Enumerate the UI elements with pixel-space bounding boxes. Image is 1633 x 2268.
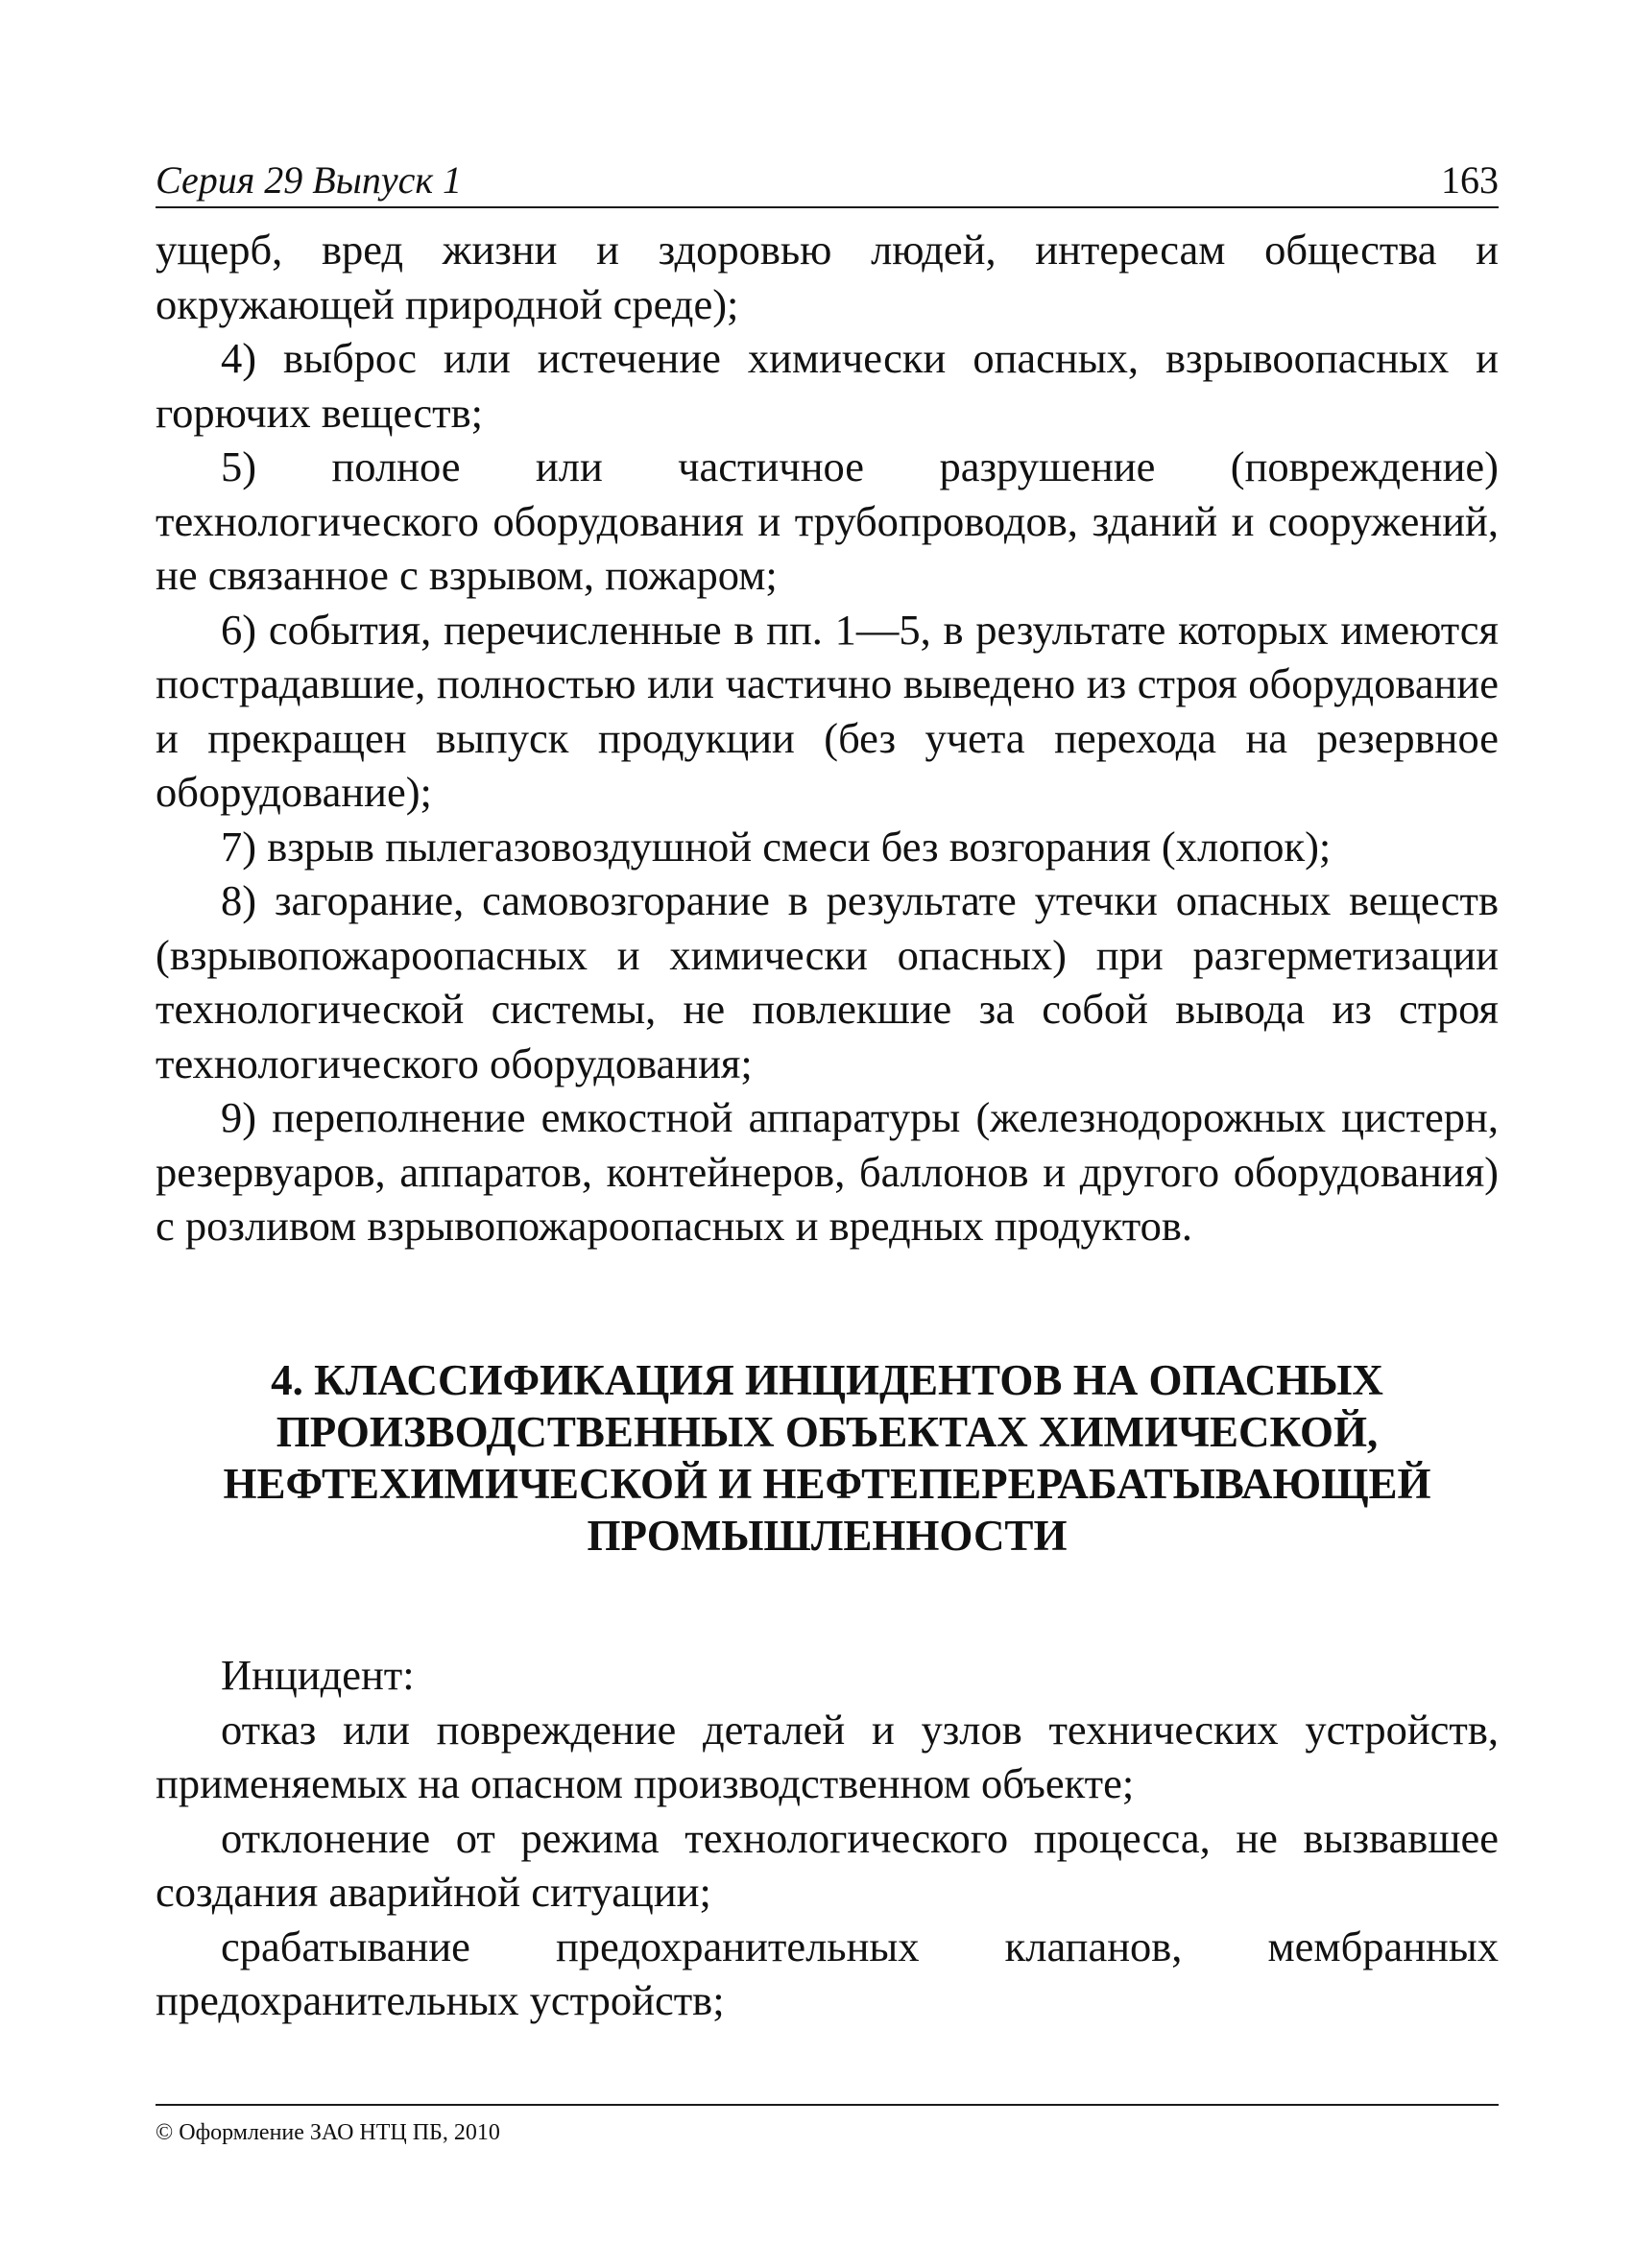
section-heading-line: НЕФТЕХИМИЧЕСКОЙ И НЕФТЕПЕРЕРАБАТЫВАЮЩЕЙ bbox=[223, 1460, 1431, 1508]
series-title: Серия 29 Выпуск 1 bbox=[156, 158, 463, 202]
footer-copyright: © Оформление ЗАО НТЦ ПБ, 2010 bbox=[156, 2120, 500, 2145]
section-heading-line: ПРОИЗВОДСТВЕННЫХ ОБЪЕКТАХ ХИМИЧЕСКОЙ, bbox=[276, 1408, 1379, 1456]
body-text bbox=[156, 223, 1499, 1253]
header-rule bbox=[156, 206, 1499, 208]
section-heading bbox=[156, 1354, 1499, 1562]
paragraph-item-6: 6) события, перечисленные в пп. 1—5, в результате которых имеются пострадавшие, полностью или частично выведено из строя оборудование и прекращен выпуск продукции (без учета перехода на резервное оборудование); bbox=[156, 605, 1499, 816]
paragraph-item-7: 7) взрыв пылегазовоздушной смеси без возгорания (хлопок); bbox=[221, 822, 1332, 871]
incident-block bbox=[156, 1648, 1499, 2028]
paragraph-item-4: 4) выброс или истечение химически опасных, взрывоопасных и горючих веществ; bbox=[156, 334, 1499, 437]
paragraph-item-9: 9) переполнение емкостной аппаратуры (железнодорожных цистерн, резервуаров, аппаратов, контейнеров, баллонов и другого оборудования) с розливом взрывопожароопасных и вредных продуктов. bbox=[156, 1093, 1499, 1250]
incident-item: срабатывание предохранительных клапанов, мембранных предохранительных устройств; bbox=[156, 1922, 1499, 2024]
incident-label: Инцидент: bbox=[221, 1651, 415, 1699]
running-header bbox=[156, 154, 1499, 211]
paragraph-item-5: 5) полное или частичное разрушение (повреждение) технологического оборудования и трубопроводов, зданий и сооружений, не связанное с взрывом, пожаром; bbox=[156, 442, 1499, 599]
incident-item: отклонение от режима технологического процесса, не вызвавшее создания аварийной ситуации; bbox=[156, 1813, 1499, 1916]
page-number: 163 bbox=[1441, 158, 1499, 202]
footer-rule bbox=[156, 2104, 1499, 2106]
paragraph-item-8: 8) загорание, самовозгорание в результате утечки опасных веществ (взрывопожароопасных и химически опасных) при разгерметизации технологической системы, не повлекшие за собой вывода из строя технологического оборудования; bbox=[156, 876, 1499, 1087]
section-heading-line: ПРОМЫШЛЕННОСТИ bbox=[587, 1512, 1068, 1560]
paragraph-continuation: ущерб, вред жизни и здоровью людей, интересам общества и окружающей природной среде); bbox=[156, 226, 1499, 328]
incident-item: отказ или повреждение деталей и узлов технических устройств, применяемых на опасном производственном объекте; bbox=[156, 1705, 1499, 1807]
section-heading-line: 4. КЛАССИФИКАЦИЯ ИНЦИДЕНТОВ НА ОПАСНЫХ bbox=[271, 1356, 1383, 1404]
